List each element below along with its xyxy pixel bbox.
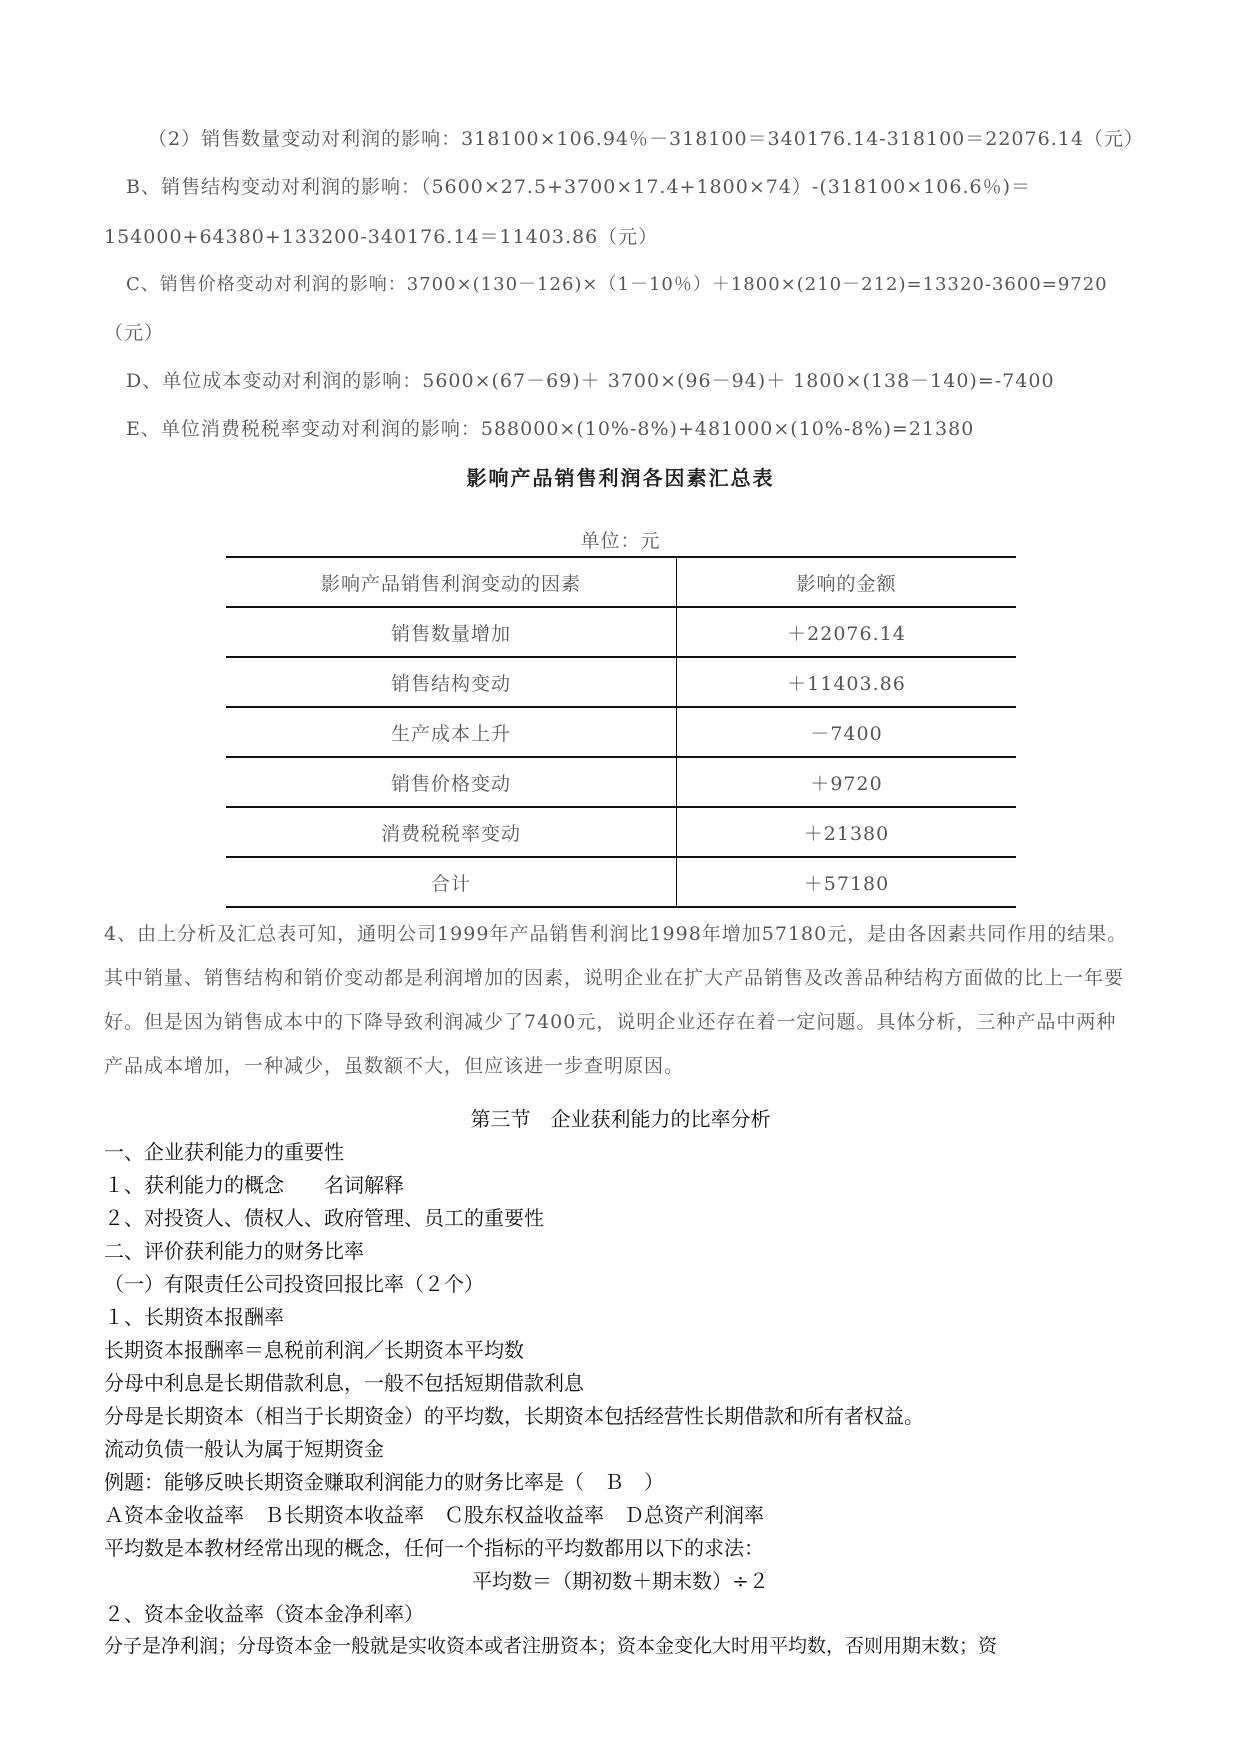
- section-line: 流动负债一般认为属于短期资金: [104, 1437, 384, 1461]
- table-cell-factor: 销售价格变动: [226, 757, 677, 807]
- analysis-paragraph: 4、由上分析及汇总表可知，通明公司1999年产品销售利润比1998年增加57180元，是由各因素共同作用的结果。其中销量、销售结构和销价变动都是利润增加的因素，说明企业在扩大产品销售及改善品种结构方面做的比上一年要好。但是因为销售成本中的下降导致利润减少了7400元，说明企业还存在着一定问题。具体分析，三种产品中两种产品成本增加，一种减少，虽数额不大，但应该进一步查明原因。: [104, 923, 1128, 1077]
- section-line: 一、企业获利能力的重要性: [104, 1140, 344, 1164]
- table-header-amount: 影响的金额: [677, 557, 1017, 607]
- calc-line-cost: D、单位成本变动对利润的影响：5600×(67－69)＋ 3700×(96－94)＋ 1800×(138－140)=-7400: [126, 370, 1055, 392]
- table-cell-factor: 合计: [226, 857, 677, 907]
- table-cell-factor: 消费税税率变动: [226, 807, 677, 857]
- table-row: [226, 757, 1016, 807]
- table-cell-factor: 销售数量增加: [226, 607, 677, 657]
- calc-line-price-2: （元）: [104, 322, 165, 344]
- section-line: ２、资本金收益率（资本金净利率）: [104, 1602, 424, 1626]
- average-formula: 平均数＝（期初数＋期末数）÷２: [472, 1569, 769, 1593]
- section-line: 平均数是本教材经常出现的概念，任何一个指标的平均数都用以下的求法：: [104, 1536, 764, 1560]
- table-cell-factor: 生产成本上升: [226, 707, 677, 757]
- calc-line-quantity: （2）销售数量变动对利润的影响：318100×106.94％－318100＝340176.14-318100＝22076.14（元）: [148, 128, 1144, 150]
- table-cell-amount: ＋11403.86: [677, 657, 1017, 707]
- table-unit: 单位：元: [580, 530, 661, 552]
- table-row: [226, 707, 1016, 757]
- calc-line-structure-2: 154000+64380+133200-340176.14＝11403.86（元）: [104, 226, 659, 248]
- section-line: 长期资本报酬率＝息税前利润／长期资本平均数: [104, 1338, 524, 1362]
- summary-table: [226, 556, 1016, 908]
- section-heading: 第三节 企业获利能力的比率分析: [470, 1107, 771, 1131]
- table-row: [226, 657, 1016, 707]
- example-question: 例题：能够反映长期资金赚取利润能力的财务比率是（ Ｂ ）: [104, 1470, 664, 1494]
- section-line: 分母中利息是长期借款利息，一般不包括短期借款利息: [104, 1371, 584, 1395]
- table-cell-amount: ＋21380: [677, 807, 1017, 857]
- calc-line-tax: E、单位消费税税率变动对利润的影响：588000×(10%-8%)+481000×(10%-8%)=21380: [126, 418, 975, 440]
- section-line: 分子是净利润；分母资本金一般就是实收资本或者注册资本；资本金变化大时用平均数，否则用期末数；资: [104, 1635, 998, 1657]
- table-total-row: [226, 857, 1016, 907]
- section-line: １、长期资本报酬率: [104, 1305, 284, 1329]
- section-line: 分母是长期资本（相当于长期资金）的平均数，长期资本包括经营性长期借款和所有者权益。: [104, 1404, 924, 1428]
- table-header-row: [226, 557, 1016, 607]
- table-row: [226, 807, 1016, 857]
- section-line: １、获利能力的概念 名词解释: [104, 1173, 404, 1197]
- calc-line-structure-1: B、销售结构变动对利润的影响：（5600×27.5+3700×17.4+1800×74）-(318100×106.6％)＝: [126, 176, 1031, 198]
- example-options: Ａ资本金收益率 Ｂ长期资本收益率 Ｃ股东权益收益率 Ｄ总资产利润率: [104, 1503, 764, 1527]
- table-cell-factor: 销售结构变动: [226, 657, 677, 707]
- table-title: 影响产品销售利润各因素汇总表: [466, 466, 775, 490]
- table-cell-amount: ＋22076.14: [677, 607, 1017, 657]
- table-cell-amount: －7400: [677, 707, 1017, 757]
- section-line: ２、对投资人、债权人、政府管理、员工的重要性: [104, 1206, 544, 1230]
- table-row: [226, 607, 1016, 657]
- table-header-factor: 影响产品销售利润变动的因素: [226, 557, 677, 607]
- table-cell-amount: ＋9720: [677, 757, 1017, 807]
- table-cell-amount: ＋57180: [677, 857, 1017, 907]
- calc-line-price-1: C、销售价格变动对利润的影响：3700×(130－126)×（1－10％）＋1800×(210－212)=13320-3600=9720: [126, 274, 1108, 295]
- section-line: （一）有限责任公司投资回报比率（２个）: [104, 1272, 484, 1296]
- section-line: 二、评价获利能力的财务比率: [104, 1239, 364, 1263]
